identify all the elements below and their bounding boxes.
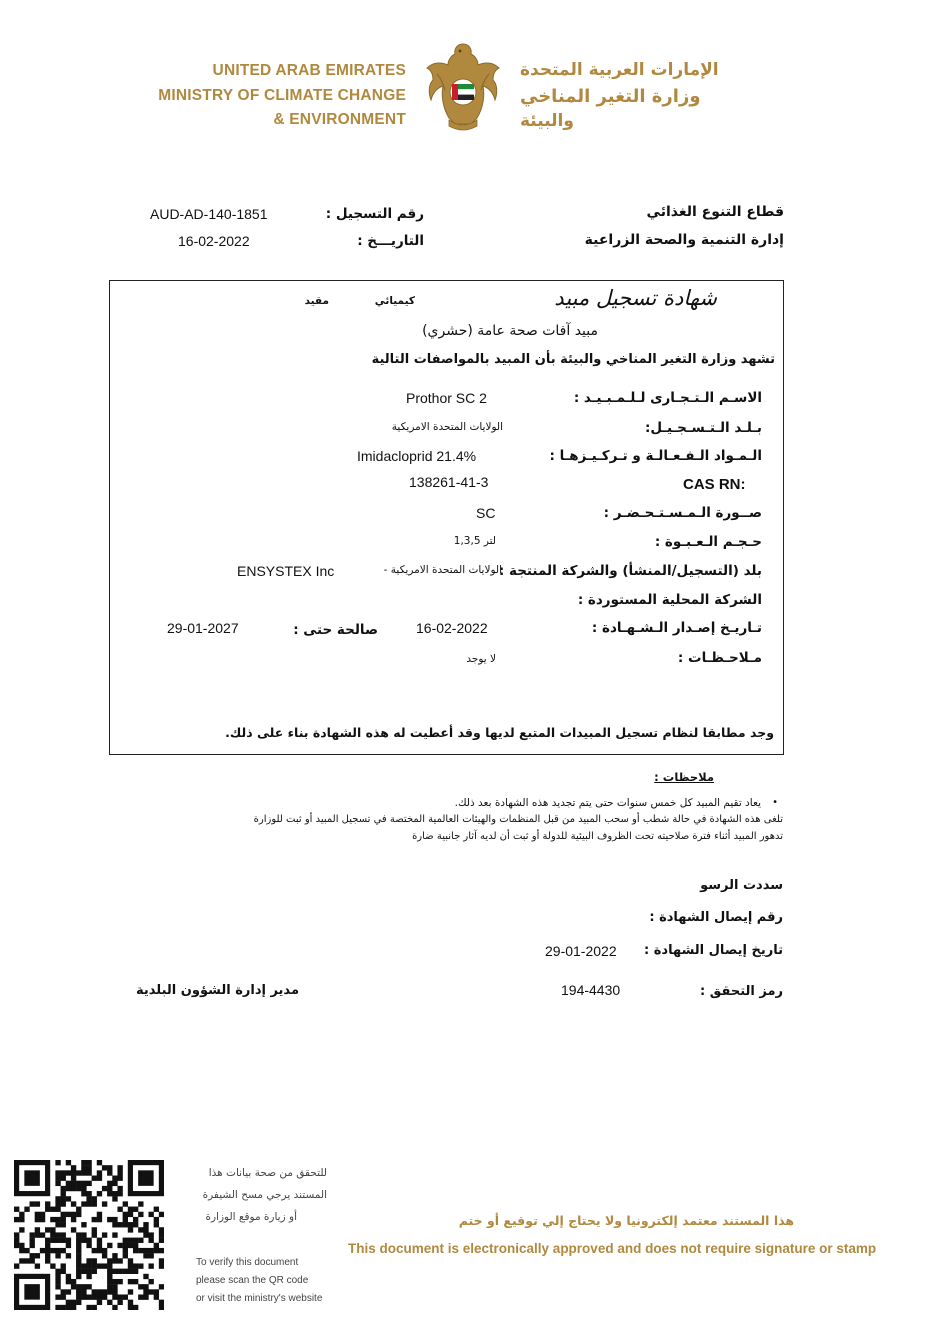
notes-title: ملاحظات :	[654, 770, 714, 784]
field-active-ingredient-label: الـمـواد الـفـعـالـة و تـركـيـزهـا :	[549, 448, 762, 464]
field-active-ingredient-value: Imidacloprid 21.4%	[357, 448, 477, 464]
field-issue-date-label: تـاريـخ إصـدار الـشـهـادة :	[591, 620, 762, 636]
valid-until-value: 29-01-2027	[167, 620, 239, 636]
field-registration-country-label: بـلـد الـتـسـجـيـل:	[644, 420, 762, 436]
receipt-date-value: 29-01-2022	[545, 943, 617, 959]
registration-number-label: رقم التسجيل :	[325, 206, 424, 222]
registration-date-label: التاريـــخ :	[357, 233, 424, 249]
header-en-line1: UNITED ARAB EMIRATES	[212, 62, 406, 79]
receipt-date-label: تاريخ إيصال الشهادة :	[644, 943, 783, 958]
field-origin-company-label: بلد (التسجيل/المنشأ) والشركة المنتجة :	[498, 563, 762, 579]
notes-bullet: •	[772, 797, 778, 808]
notes-line2: تلغى هذه الشهادة في حالة شطب أو سحب المبيد من قبل المنظمات والهيئات العالمية المختصة في تسجيل المبيد أو ثبت للوزارة	[253, 814, 783, 825]
department-line1: قطاع التنوع الغذائي	[646, 204, 784, 220]
qr-code-icon[interactable]	[14, 1160, 164, 1310]
field-registration-country-value: الولايات المتحدة الامريكية	[391, 421, 503, 433]
header-en-line3: & ENVIRONMENT	[273, 111, 406, 128]
uae-eagle-emblem-icon	[423, 40, 503, 136]
verify-en-line1: To verify this document	[196, 1257, 299, 1268]
electronic-approval-en: This document is electronically approved and does not require signature or stamp	[348, 1241, 877, 1256]
field-trade-name-label: الاسـم الـتـجـارى لـلـمـبـيـد :	[573, 390, 762, 406]
fees-title: سددت الرسو	[700, 878, 783, 893]
department-line2: إدارة التنمية والصحة الزراعية	[584, 232, 784, 248]
verify-ar-line1: للتحقق من صحة بيانات هذا	[208, 1167, 327, 1179]
verify-ar-line3: أو زيارة موقع الوزارة	[205, 1211, 297, 1223]
header-ar-line1: الإمارات العربية المتحدة	[520, 60, 719, 80]
verify-en-line2: please scan the QR code	[196, 1275, 309, 1286]
verification-label: رمز التحقق :	[700, 984, 783, 999]
header-en-line2: MINISTRY OF CLIMATE CHANGE	[158, 87, 406, 104]
registration-number-value: AUD-AD-140-1851	[150, 206, 268, 222]
receipt-number-label: رقم إيصال الشهادة :	[649, 910, 783, 925]
field-notes-value: لا يوجد	[466, 653, 496, 665]
field-issue-date-value: 16-02-2022	[416, 620, 488, 636]
certificate-type-chemical: كيميائي	[374, 295, 415, 307]
field-package-size-label: حـجـم الـعـبـوة :	[654, 534, 762, 550]
registration-date-value: 16-02-2022	[178, 233, 250, 249]
verify-ar-line2: المستند يرجي مسح الشيفرة	[202, 1189, 327, 1201]
field-local-importer-label: الشركة المحلية المستوردة :	[577, 592, 762, 608]
notes-line3: تدهور المبيد أثناء فترة صلاحيته تحت الظروف البيئية للدولة أو ثبت أن لديه آثار جانبية ضارة	[412, 831, 783, 842]
verification-value: 194-4430	[561, 982, 621, 998]
header-ar-line2: وزارة التغير المناخي	[520, 86, 701, 107]
field-trade-name-value: Prothor SC 2	[406, 390, 487, 406]
field-cas-rn-label: CAS RN:	[683, 476, 746, 493]
certificate-type-restricted: مقيد	[304, 295, 329, 307]
electronic-approval-ar: هذا المستند معتمد إلكترونيا ولا يحتاج إلي توقيع أو ختم	[458, 1213, 794, 1228]
header-ar-line3: والبيئة	[520, 111, 574, 131]
field-origin-company-value-ar: الولايات المتحدة الامريكية -	[383, 564, 502, 576]
verify-en-line3: or visit the ministry's website	[196, 1293, 323, 1304]
field-formulation-value: SC	[476, 505, 496, 521]
valid-until-label: صالحة حتى :	[293, 622, 378, 638]
notes-line1: يعاد تقيم المبيد كل خمس سنوات حتى يتم تجديد هذه الشهادة بعد ذلك.	[454, 797, 761, 809]
certificate-intro: تشهد وزارة التغير المناخي والبيئة بأن المبيد بالمواصفات التالية	[371, 352, 775, 367]
signatory-title: مدير إدارة الشؤون البلدية	[136, 983, 299, 998]
field-formulation-label: صــورة الـمـسـتـحـضـر :	[603, 505, 762, 521]
certificate-category: مبيد آفات صحة عامة (حشري)	[422, 323, 598, 339]
field-cas-rn-value: 138261-41-3	[409, 474, 489, 490]
certificate-footer: وجد مطابقا لنظام تسجيل المبيدات المتبع لديها وقد أعطيت له هذه الشهادة بناء على ذلك.	[225, 725, 774, 740]
field-notes-label: مـلاحـظـات :	[677, 650, 762, 666]
certificate-title: شهادة تسجيل مبيد	[554, 286, 717, 310]
field-origin-company-value: ENSYSTEX Inc	[237, 563, 335, 579]
field-package-size-value: لتر 1,3,5	[453, 535, 496, 547]
